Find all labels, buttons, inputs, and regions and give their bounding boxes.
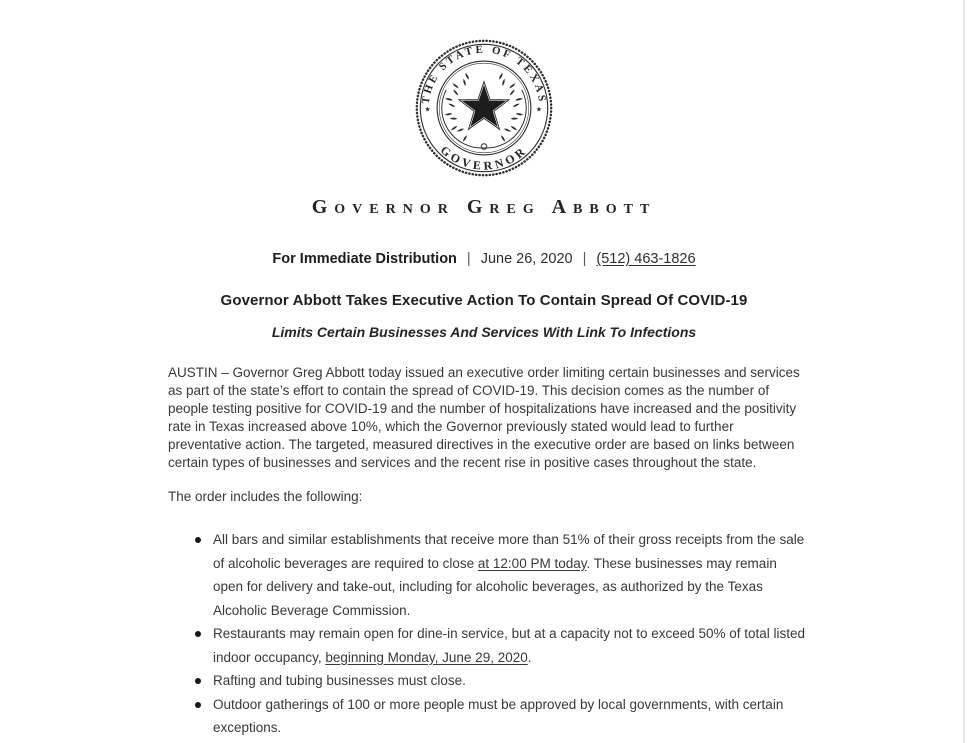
body-column <box>168 364 808 740</box>
separator-pipe: | <box>582 251 587 267</box>
list-item: Rafting and tubing businesses must close. <box>213 669 808 693</box>
distribution-label: For Immediate Distribution <box>272 251 457 267</box>
state-seal-icon <box>414 38 554 178</box>
distribution-line <box>0 251 968 267</box>
lone-star-icon <box>462 85 506 127</box>
page-edge <box>963 0 965 743</box>
list-item: All bars and similar establishments that receive more than 51% of their gross receipts from the sale of alcoholic beverages are required to close at 12:00 PM today. These businesses may remain open for delivery and take-out, including for alcoholic beverages, as authorized by the Texas Alcoholic Beverage Commission. <box>213 528 808 622</box>
seal-arc-bottom-text: GOVERNOR <box>437 142 531 173</box>
subheadline: Limits Certain Businesses And Services With Link To Infections <box>271 324 697 340</box>
underlined-text: at 12:00 PM today <box>477 555 587 571</box>
list-intro: The order includes the following: <box>168 489 363 504</box>
press-phone-link[interactable]: (512) 463-1826 <box>596 251 696 267</box>
underlined-text: beginning Monday, June 29, 2020 <box>325 649 528 665</box>
order-list <box>168 528 808 740</box>
separator-pipe: | <box>466 251 471 267</box>
masthead-governor-name: Governor Greg Abbott <box>311 196 657 218</box>
seal-arc-top-text: THE STATE OF TEXAS <box>419 43 549 105</box>
wreath-knot <box>481 144 487 150</box>
seal-star-separator-left: ★ <box>424 106 431 114</box>
release-date: June 26, 2020 <box>480 251 573 267</box>
headline: Governor Abbott Takes Executive Action To Contain Spread Of COVID-19 <box>220 292 748 309</box>
seal-star-separator-right: ★ <box>535 106 543 114</box>
intro-paragraph: AUSTIN – Governor Greg Abbott today issued an executive order limiting certain businesses and services as part of the state’s effort to contain the spread of COVID-19. This decision comes as the number of people testing positive for COVID-19 and the number of hospitalizations have increased and the positivity rate in Texas increased above 10%, which the Governor previously stated would lead to further preventative action. The targeted, measured directives in the executive order are based on links between certain types of businesses and services and the recent rise in positive cases throughout the state. <box>168 365 800 470</box>
texas-governor-seal <box>414 38 554 178</box>
list-item: Restaurants may remain open for dine-in service, but at a capacity not to exceed 50% of total listed indoor occupancy, beginning Monday, June 29, 2020. <box>213 622 808 669</box>
svg-text:GOVERNOR <box>438 143 530 173</box>
list-item: Outdoor gatherings of 100 or more people must be approved by local governments, with certain exceptions. <box>213 693 808 740</box>
